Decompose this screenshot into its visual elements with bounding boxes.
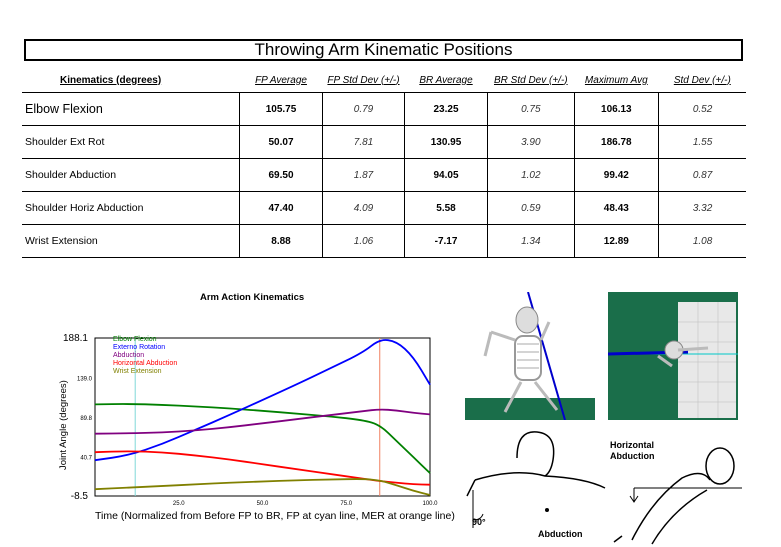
abduction-diagram-image (465, 428, 610, 540)
x-tick-label: 100.0 (422, 501, 438, 507)
col-header-fp-std-dev: FP Std Dev (+/-) (327, 74, 400, 86)
fp-std-dev-cell: 1.06 (323, 225, 405, 258)
fp-average-cell: 105.75 (239, 93, 322, 126)
x-tick-label: 75.0 (340, 501, 353, 507)
fp-std-dev-cell: 1.87 (323, 159, 405, 192)
chart-legend (113, 336, 177, 376)
std-dev-cell: 0.52 (659, 93, 746, 126)
y-tick-label: 139.0 (76, 376, 92, 383)
fp-average-cell: 69.50 (239, 159, 322, 192)
horizontal-abduction-caption: Horizontal Abduction (610, 440, 655, 461)
br-std-dev-cell: 3.90 (488, 126, 574, 159)
x-axis-label: Time (Normalized from Before FP to BR, FP at cyan line, MER at orange line) (95, 510, 455, 522)
legend-entry: Wrist Extension (113, 368, 162, 375)
x-tick-label: 25.0 (172, 501, 185, 507)
br-average-cell: 5.58 (404, 192, 487, 225)
row-label: Shoulder Ext Rot (22, 126, 239, 159)
report-title: Throwing Arm Kinematic Positions (24, 39, 743, 61)
maximum-avg-cell: 99.42 (574, 159, 659, 192)
col-header-br-std-dev: BR Std Dev (+/-) (493, 74, 568, 86)
fp-average-cell: 8.88 (239, 225, 322, 258)
row-label: Shoulder Abduction (22, 159, 239, 192)
skeleton-front-view-image (465, 292, 595, 420)
x-tick-label: 50.0 (256, 501, 269, 507)
br-average-cell: 23.25 (404, 93, 487, 126)
std-dev-cell: 1.08 (659, 225, 746, 258)
col-header-maximum-avg: Maximum Avg (584, 74, 648, 86)
legend-entry: Elbow Flexion (113, 336, 157, 343)
br-average-cell: 94.05 (404, 159, 487, 192)
col-header-std-dev: Std Dev (+/-) (673, 74, 731, 86)
maximum-avg-cell: 106.13 (574, 93, 659, 126)
fp-std-dev-cell: 0.79 (323, 93, 405, 126)
br-std-dev-cell: 1.02 (488, 159, 574, 192)
row-label: Elbow Flexion (22, 93, 239, 126)
br-std-dev-cell: 1.34 (488, 225, 574, 258)
maximum-avg-cell: 186.78 (574, 126, 659, 159)
abduction-caption: Abduction (538, 529, 583, 539)
y-tick-label: 188.1 (62, 333, 88, 344)
fp-std-dev-cell: 7.81 (323, 126, 405, 159)
legend-entry: Abduction (113, 352, 145, 359)
fp-average-cell: 47.40 (239, 192, 322, 225)
br-average-cell: -7.17 (404, 225, 487, 258)
std-dev-cell: 1.55 (659, 126, 746, 159)
br-std-dev-cell: 0.59 (488, 192, 574, 225)
row-label: Wrist Extension (22, 225, 239, 258)
br-average-cell: 130.95 (404, 126, 487, 159)
fp-std-dev-cell: 4.09 (323, 192, 405, 225)
maximum-avg-cell: 48.43 (574, 192, 659, 225)
br-std-dev-cell: 0.75 (488, 93, 574, 126)
chart-title: Arm Action Kinematics (200, 292, 305, 303)
std-dev-cell: 3.32 (659, 192, 746, 225)
legend-entry: Externo Rotation (113, 344, 166, 351)
std-dev-cell: 0.87 (659, 159, 746, 192)
y-tick-label: -8.5 (70, 491, 88, 502)
y-tick-label: 40.7 (80, 455, 92, 462)
legend-entry: Horizontal Abduction (113, 360, 178, 367)
col-header-kinematics: Kinematics (degrees) (60, 74, 162, 86)
col-header-fp-average: FP Average (255, 74, 307, 86)
skeleton-top-view-image (608, 292, 738, 420)
row-label: Shoulder Horiz Abduction (22, 192, 239, 225)
angle-90-label: 90° (472, 517, 486, 527)
fp-average-cell: 50.07 (239, 126, 322, 159)
maximum-avg-cell: 12.89 (574, 225, 659, 258)
y-axis-label: Joint Angle (degrees) (58, 380, 69, 470)
y-tick-label: 89.8 (80, 416, 92, 422)
col-header-br-average: BR Average (419, 74, 473, 86)
